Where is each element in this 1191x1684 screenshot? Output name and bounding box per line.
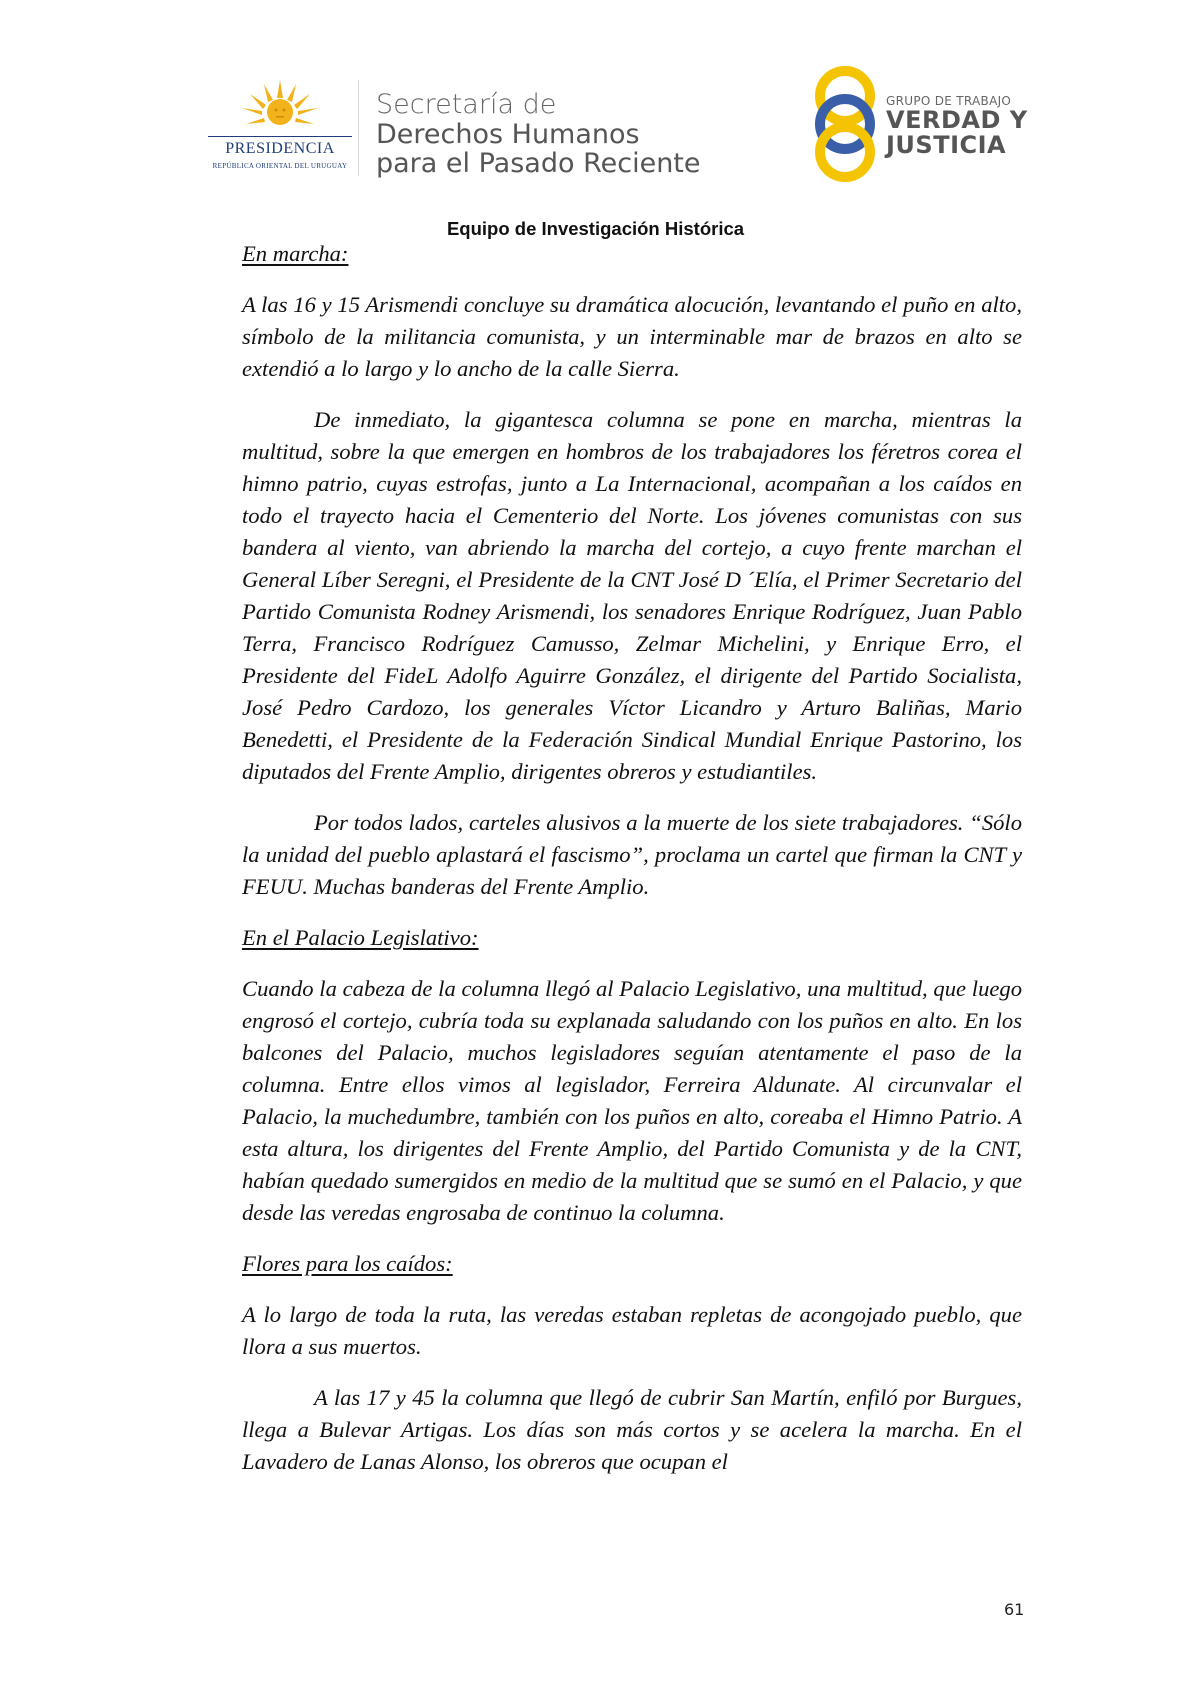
team-heading: Equipo de Investigación Histórica <box>446 218 745 239</box>
secretaria-line-3: para el Pasado Reciente <box>376 148 701 180</box>
paragraph: A lo largo de toda la ruta, las veredas estaban repletas de acongojado pueblo, que llora a sus muertos. <box>242 1302 1022 1359</box>
paragraph: A las 16 y 15 Arismendi concluye su dramática alocución, levantando el puño en alto, símbolo de la militancia comunista, y un interminable mar de brazos en alto se extendió a lo largo y lo ancho de la calle Sierra. <box>242 292 1022 381</box>
grupo-line-3: JUSTICIA <box>886 131 1007 160</box>
document-body <box>242 238 1022 1497</box>
page-number: 61 <box>1004 1600 1025 1619</box>
presidencia-logo <box>200 78 360 178</box>
paragraph: Por todos lados, carteles alusivos a la muerte de los siete trabajadores. “Sólo la unidad del pueblo aplastará el fascismo”, proclama un cartel que firman la CNT y FEUU. Muchas banderas del Frente Amplio. <box>242 810 1022 899</box>
grupo-line-2: VERDAD Y <box>886 106 1028 134</box>
secretaria-line-2: Derechos Humanos <box>376 118 640 150</box>
paragraph: De inmediato, la gigantesca columna se pone en marcha, mientras la multitud, sobre la que emergen en hombros de los trabajadores los féretros corea el himno patrio, cuyas estrofas, junto a La Internacional, acompañan a los caídos en todo el trayecto hacia el Cementerio del Norte. Los jóvenes comunistas con sus bandera al viento, van abriendo la marcha del cortejo, a cuyo frente marchan el General Líber Seregni, el Presidente de la CNT José D ´Elía, el Primer Secretario del Partido Comunista Rodney Arismendi, los senadores Enrique Rodríguez, Juan Pablo Terra, Francisco Rodríguez Camusso, Zelmar Michelini, y Enrique Erro, el Presidente del FideL Adolfo Aguirre González, el dirigente del Partido Socialista, José Pedro Cardozo, los generales Víctor Licandro y Arturo Baliñas, Mario Benedetti, el Presidente de la Federación Sindical Mundial Enrique Pastorino, los diputados del Frente Amplio, dirigentes obreros y estudiantiles. <box>242 407 1022 784</box>
interlocked-rings-icon <box>810 62 880 186</box>
presidencia-rule <box>208 136 352 137</box>
presidencia-name: PRESIDENCIA <box>225 140 335 157</box>
presidencia-subtitle: REPÚBLICA ORIENTAL DEL URUGUAY <box>212 162 348 170</box>
section-heading-palacio-legislativo: En el Palacio Legislativo: <box>242 925 479 950</box>
paragraph: A las 17 y 45 la columna que llegó de cubrir San Martín, enfiló por Burgues, llega a Bulevar Artigas. Los días son más cortos y se acelera la marcha. En el Lavadero de Lanas Alonso, los obreros que ocupan el <box>242 1385 1022 1474</box>
paragraph: Cuando la cabeza de la columna llegó al Palacio Legislativo, una multitud, que luego engrosó el cortejo, cubría toda su explanada saludando con los puños en alto. En los balcones del Palacio, muchos legisladores seguían atentamente el paso de la columna. Entre ellos vimos al legislador, Ferreira Aldunate. Al circunvalar el Palacio, la muchedumbre, también con los puños en alto, coreaba el Himno Patrio. A esta altura, los dirigentes del Frente Amplio, del Partido Comunista y de la CNT, habían quedado sumergidos en medio de la multitud que se sumó en el Palacio, y que desde las veredas engrosaba de continuo la columna. <box>242 976 1022 1225</box>
grupo-trabajo-logo-text <box>886 94 1028 158</box>
sun-emblem-icon <box>238 78 322 134</box>
logo-divider <box>358 80 359 176</box>
secretaria-line-1: Secretaría de <box>376 89 557 120</box>
section-heading-en-marcha: En marcha: <box>242 241 349 266</box>
section-heading-flores: Flores para los caídos: <box>242 1251 453 1276</box>
grupo-line-1: GRUPO DE TRABAJO <box>886 94 1012 108</box>
page-header <box>0 0 1191 200</box>
secretaria-title <box>376 90 701 179</box>
